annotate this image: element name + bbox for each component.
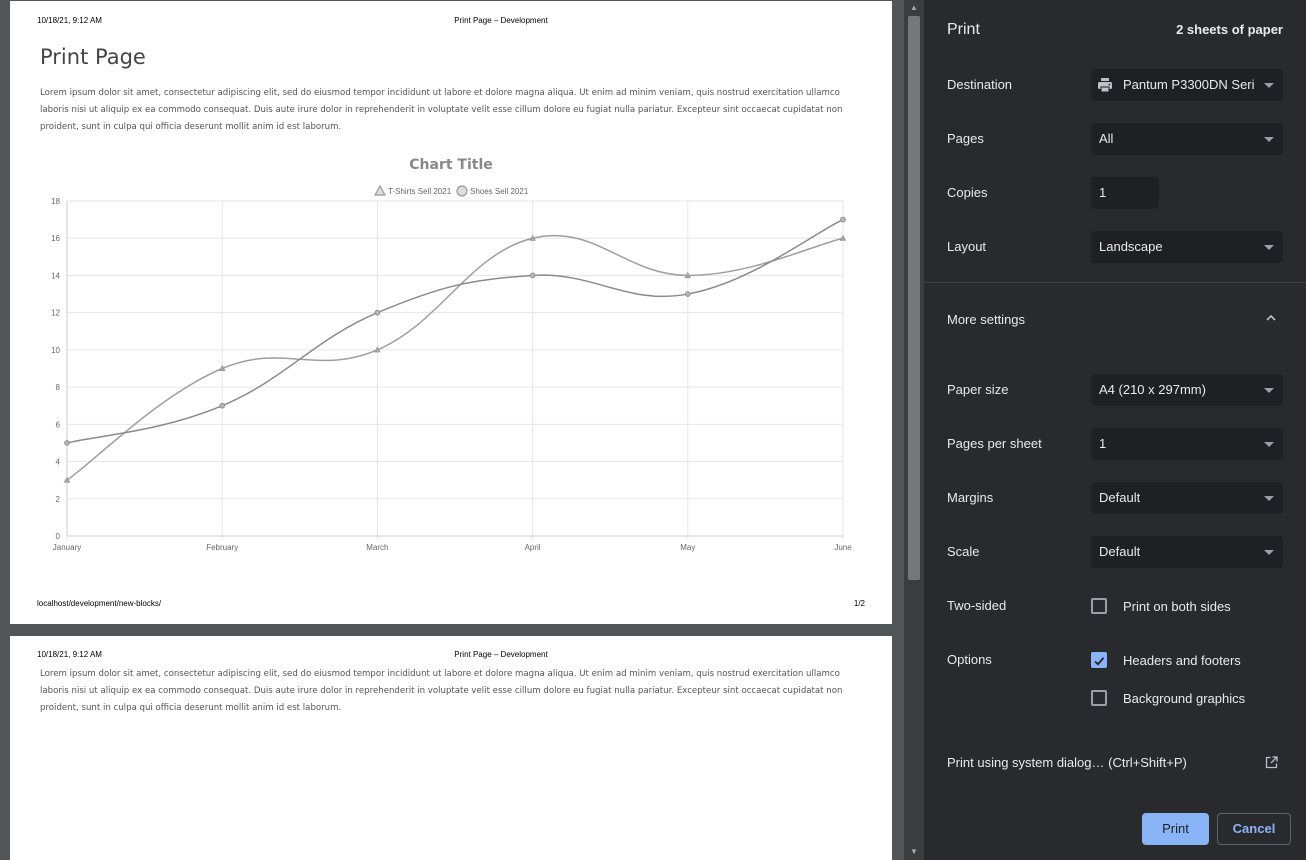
data-point-circle [65, 441, 70, 446]
page-header-title: Print Page – Development [454, 650, 548, 659]
pages-per-sheet-value: 1 [1099, 436, 1107, 451]
options-label: Options [947, 652, 992, 667]
margins-value: Default [1099, 490, 1141, 505]
chevron-down-icon [1264, 83, 1274, 88]
y-tick-label: 14 [51, 271, 60, 281]
layout-value: Landscape [1099, 239, 1163, 254]
pages-label: Pages [947, 131, 984, 146]
pages-per-sheet-select[interactable] [1091, 428, 1283, 460]
page-header-title: Print Page – Development [454, 16, 548, 25]
chevron-down-icon [1264, 496, 1274, 501]
section-divider [924, 282, 1306, 283]
copies-label: Copies [947, 185, 988, 200]
page-footer-number: 1/2 [853, 599, 865, 608]
pages-select[interactable] [1091, 123, 1283, 155]
y-tick-label: 12 [51, 308, 60, 318]
y-tick-label: 6 [55, 420, 60, 430]
chevron-down-icon [1264, 442, 1274, 447]
chevron-down-icon [1264, 388, 1274, 393]
chevron-down-icon [1264, 137, 1274, 142]
chevron-up-icon[interactable] [1266, 313, 1276, 323]
print-button[interactable]: Print [1142, 813, 1209, 845]
background-graphics-label[interactable]: Background graphics [1123, 691, 1246, 706]
legend-marker-circle [457, 186, 467, 196]
layout-label: Layout [947, 239, 987, 254]
open-external-icon[interactable] [1265, 756, 1278, 769]
document-paragraph: Lorem ipsum dolor sit amet, consectetur adipiscing elit, sed do eiusmod tempor incididunt ut labore et dolore magna aliqua. Ut enim ad minim veniam, quis nostrud exercitation ullamco laboris nisi ut aliquip ex ea commodo consequat. Duis aute irure dolor in reprehenderit in voluptate velit esse cillum dolore eu fugiat nulla pariatur. Excepteur sint occaecat cupidatat non proident, sunt in culpa qui officia deserunt mollit anim id est laborum. [40, 669, 843, 713]
y-tick-label: 10 [51, 345, 60, 355]
legend-label: Shoes Sell 2021 [470, 187, 529, 196]
margins-label: Margins [947, 490, 994, 505]
chart-title: Chart Title [409, 157, 493, 173]
background-graphics-checkbox[interactable] [1091, 690, 1107, 706]
destination-select[interactable] [1091, 69, 1283, 101]
checkmark-icon [1093, 655, 1105, 667]
scale-value: Default [1099, 544, 1141, 559]
line-chart [10, 141, 892, 561]
x-tick-label: May [680, 543, 696, 552]
data-point-triangle [841, 236, 846, 241]
y-tick-label: 8 [55, 383, 60, 393]
page-footer-url: localhost/development/new-blocks/ [37, 599, 162, 608]
margins-select[interactable] [1091, 482, 1283, 514]
data-point-circle [375, 310, 380, 315]
legend-label: T-Shirts Sell 2021 [388, 187, 452, 196]
print-settings-panel [924, 0, 1306, 860]
printer-icon [1097, 77, 1113, 93]
layout-select[interactable] [1091, 231, 1283, 263]
x-tick-label: February [206, 543, 239, 552]
data-point-triangle [685, 273, 690, 278]
chevron-down-icon [1264, 550, 1274, 555]
data-point-triangle [375, 347, 380, 352]
y-tick-label: 4 [55, 457, 60, 467]
two-sided-label: Two-sided [947, 598, 1007, 613]
headers-footers-label[interactable]: Headers and footers [1123, 653, 1241, 668]
data-point-circle [686, 292, 691, 297]
two-sided-option-label[interactable]: Print on both sides [1123, 599, 1231, 614]
legend-marker-triangle [375, 186, 385, 195]
sheet-count: 2 sheets of paper [1176, 22, 1283, 37]
destination-value: Pantum P3300DN Seri [1123, 77, 1255, 92]
page-header-date: 10/18/21, 9:12 AM [37, 16, 102, 25]
scroll-up-arrow-icon[interactable]: ▲ [910, 3, 918, 12]
document-title: Print Page [40, 45, 146, 69]
preview-page-1 [10, 1, 892, 624]
chevron-down-icon [1264, 245, 1274, 250]
pages-per-sheet-label: Pages per sheet [947, 436, 1042, 451]
page-header-date: 10/18/21, 9:12 AM [37, 650, 102, 659]
x-tick-label: March [366, 543, 389, 552]
y-tick-label: 16 [51, 234, 60, 244]
x-tick-label: April [524, 543, 541, 552]
scale-select[interactable] [1091, 536, 1283, 568]
paper-size-label: Paper size [947, 382, 1009, 397]
y-tick-label: 2 [55, 494, 60, 504]
two-sided-checkbox[interactable] [1091, 598, 1107, 614]
y-tick-label: 18 [51, 197, 60, 206]
paper-size-select[interactable] [1091, 374, 1283, 406]
copies-input[interactable]: 1 [1091, 177, 1159, 209]
system-dialog-link[interactable]: Print using system dialog… (Ctrl+Shift+P) [947, 755, 1187, 770]
preview-scrollbar[interactable] [904, 0, 924, 860]
destination-label: Destination [947, 77, 1013, 92]
y-tick-label: 0 [55, 532, 60, 541]
scroll-down-arrow-icon[interactable]: ▼ [910, 847, 918, 856]
preview-page-2 [10, 636, 892, 860]
data-point-circle [220, 403, 225, 408]
cancel-button[interactable]: Cancel [1217, 813, 1291, 845]
series-line [67, 220, 843, 443]
panel-title: Print [947, 21, 980, 38]
data-point-circle [530, 273, 535, 278]
document-paragraph: Lorem ipsum dolor sit amet, consectetur adipiscing elit, sed do eiusmod tempor incididunt ut labore et dolore magna aliqua. Ut enim ad minim veniam, quis nostrud exercitation ullamco laboris nisi ut aliquip ex ea commodo consequat. Duis aute irure dolor in reprehenderit in voluptate velit esse cillum dolore eu fugiat nulla pariatur. Excepteur sint occaecat cupidatat non proident, sunt in culpa qui officia deserunt mollit anim id est laborum. [40, 88, 843, 132]
x-tick-label: June [834, 543, 852, 552]
series-line [67, 236, 843, 481]
scale-label: Scale [947, 544, 980, 559]
x-tick-label: January [52, 543, 82, 552]
paper-size-value: A4 (210 x 297mm) [1099, 382, 1206, 397]
more-settings-toggle[interactable]: More settings [947, 312, 1026, 327]
data-point-triangle [220, 366, 225, 371]
data-point-triangle [530, 236, 535, 241]
data-point-circle [841, 217, 846, 222]
pages-value: All [1099, 131, 1114, 146]
headers-footers-checkbox[interactable] [1091, 652, 1107, 668]
scrollbar-thumb[interactable] [908, 16, 920, 580]
